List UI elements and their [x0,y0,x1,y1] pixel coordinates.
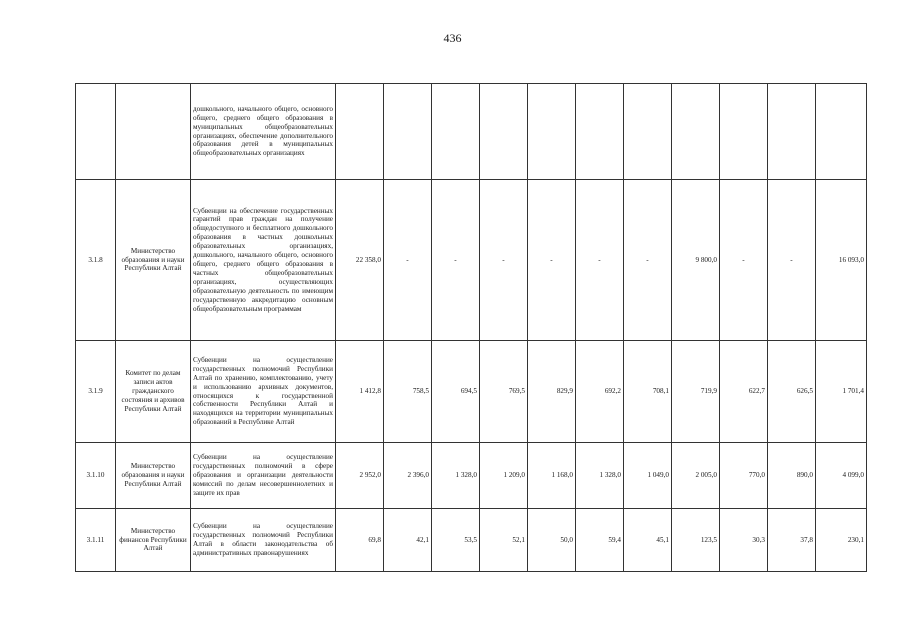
row-value: 37,8 [768,509,816,572]
table-row [76,341,867,443]
table-row [76,509,867,572]
row-value: 230,1 [816,509,867,572]
row-value: 53,5 [432,509,480,572]
row-value [624,84,672,180]
row-value: 30,3 [720,509,768,572]
row-value: 758,5 [384,341,432,443]
row-value: 2 005,0 [672,443,720,509]
row-value: - [768,180,816,341]
row-value: - [624,180,672,341]
row-value: 45,1 [624,509,672,572]
row-value: 69,8 [336,509,384,572]
table-row [76,84,867,180]
row-value: - [528,180,576,341]
row-code: 3.1.9 [76,341,116,443]
row-value: 2 952,0 [336,443,384,509]
row-value: 719,9 [672,341,720,443]
row-value: - [432,180,480,341]
row-description: дошкольного, начального общего, основного общего, среднего общего образования в муниципальных общеобразовательных организациях, обеспечение дополнительного образования детей в муниципальных общеобразовательных организациях [191,84,336,180]
row-value: 4 099,0 [816,443,867,509]
row-organization: Министерство образования и науки Республики Алтай [116,180,191,341]
row-value: 9 800,0 [672,180,720,341]
row-value: 22 358,0 [336,180,384,341]
row-value [336,84,384,180]
row-description: Субвенции на обеспечение государственных гарантий прав граждан на получение общедоступного и бесплатного дошкольного образования в частных дошкольных образовательных организациях, дошкольного, начального общего, основного общего, среднего общего образования в частных общеобразовательных организациях, осуществляющих образовательную деятельность по имеющим государственную аккредитацию основным общеобразовательным программам [191,180,336,341]
row-value: 42,1 [384,509,432,572]
row-value: - [720,180,768,341]
row-value: 50,0 [528,509,576,572]
row-organization: Министерство образования и науки Республики Алтай [116,443,191,509]
row-organization [116,84,191,180]
row-value [720,84,768,180]
row-value: 694,5 [432,341,480,443]
table-body [76,84,867,572]
row-value: 1 412,8 [336,341,384,443]
row-value: 1 701,4 [816,341,867,443]
row-value: 692,2 [576,341,624,443]
row-value: 829,9 [528,341,576,443]
row-code: 3.1.10 [76,443,116,509]
row-value [528,84,576,180]
row-value: 890,0 [768,443,816,509]
row-value: - [480,180,528,341]
row-value: 1 168,0 [528,443,576,509]
row-code [76,84,116,180]
row-value [480,84,528,180]
row-value [672,84,720,180]
row-description: Субвенции на осуществление государственных полномочий Республики Алтай в области законодательства об административных правонарушениях [191,509,336,572]
row-organization: Министерство финансов Республики Алтай [116,509,191,572]
budget-table [75,83,867,572]
row-value: 1 328,0 [576,443,624,509]
row-value: 52,1 [480,509,528,572]
row-value [816,84,867,180]
row-description: Субвенции на осуществление государственных полномочий в сфере образования и организации деятельности комиссий по делам несовершеннолетних и защите их прав [191,443,336,509]
row-value: 622,7 [720,341,768,443]
row-value: 123,5 [672,509,720,572]
row-value: - [576,180,624,341]
row-value: 59,4 [576,509,624,572]
table-row [76,443,867,509]
row-value [432,84,480,180]
row-value: 16 093,0 [816,180,867,341]
row-value: 1 328,0 [432,443,480,509]
row-value: 1 209,0 [480,443,528,509]
row-value: 2 396,0 [384,443,432,509]
row-value: 769,5 [480,341,528,443]
page-number: 436 [443,31,462,45]
row-value: 626,5 [768,341,816,443]
row-value [384,84,432,180]
table-row [76,180,867,341]
row-value: - [384,180,432,341]
row-code: 3.1.8 [76,180,116,341]
row-organization: Комитет по делам записи актов гражданского состояния и архивов Республики Алтай [116,341,191,443]
row-value: 1 049,0 [624,443,672,509]
row-value: 708,1 [624,341,672,443]
row-value [768,84,816,180]
row-code: 3.1.11 [76,509,116,572]
row-value: 770,0 [720,443,768,509]
row-value [576,84,624,180]
row-description: Субвенции на осуществление государственных полномочий Республики Алтай по хранению, комплектованию, учету и использованию архивных документов, относящихся к государственной собственности Республики Алтай и находящихся на территории муниципальных образований в Республике Алтай [191,341,336,443]
